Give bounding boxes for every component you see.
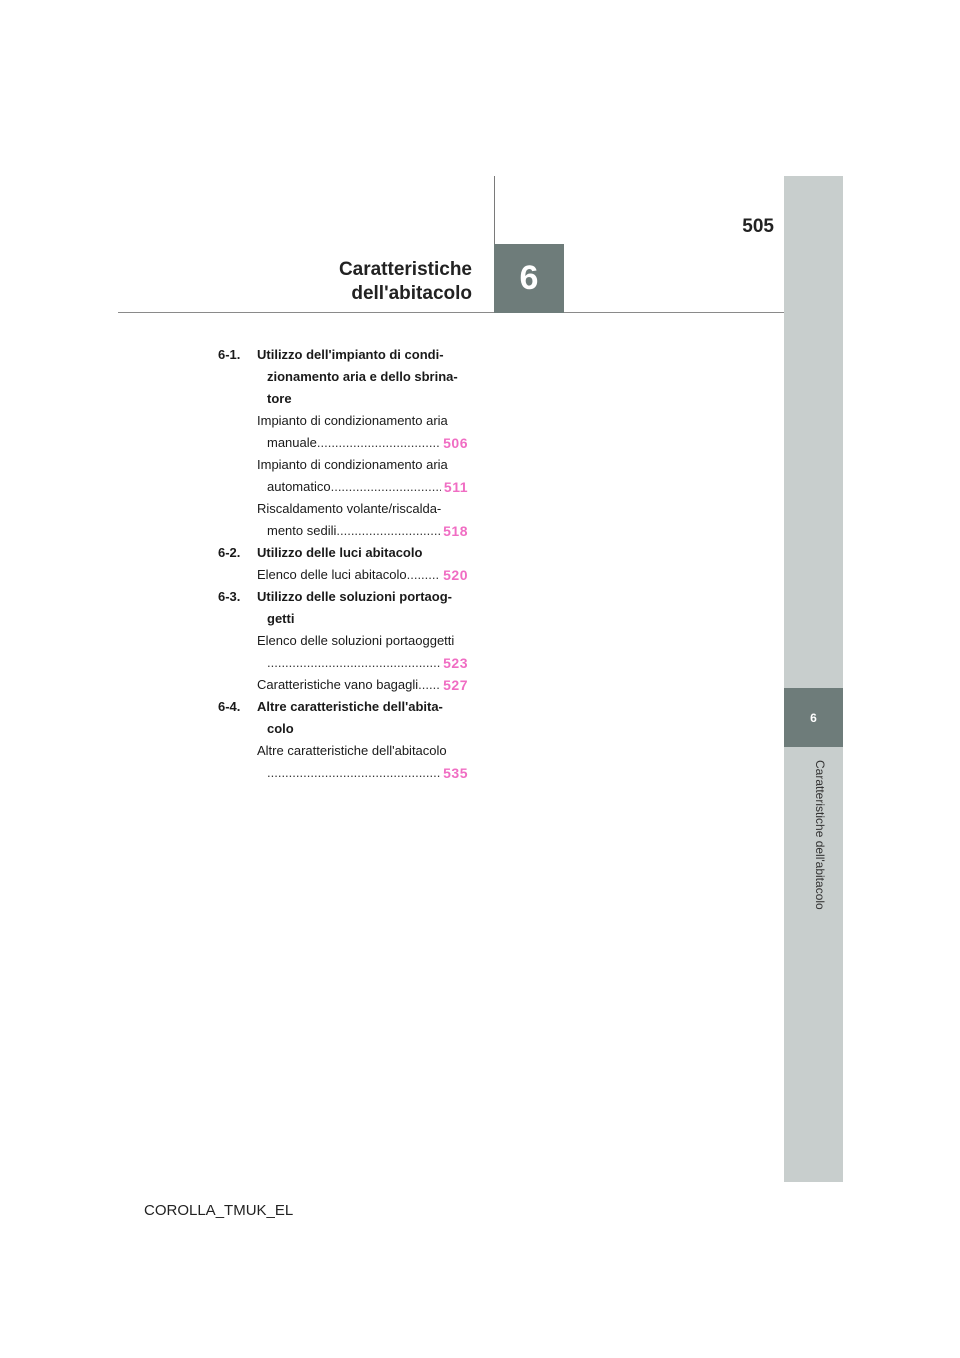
toc-section-6-3[interactable] xyxy=(218,586,468,630)
toc-section-title xyxy=(257,542,468,564)
toc-entry[interactable] xyxy=(257,740,468,784)
toc-section-title-line: colo xyxy=(267,721,294,736)
toc-entry-page[interactable]: 520 xyxy=(443,567,468,583)
toc-entry[interactable] xyxy=(257,454,468,498)
toc-entry-page[interactable]: 518 xyxy=(443,523,468,539)
toc-leader-dots xyxy=(336,520,440,542)
side-thumb-label: Caratteristiche dell'abitacolo xyxy=(813,760,827,910)
toc-entry-title-cont: mento sedili xyxy=(267,523,337,538)
toc-entry[interactable] xyxy=(257,498,468,542)
toc-leader-dots xyxy=(407,564,441,586)
footer-model-code: COROLLA_TMUK_EL xyxy=(144,1202,294,1219)
toc-leader-dots xyxy=(317,432,440,454)
toc-entry-title: Caratteristiche vano bagagli xyxy=(257,677,419,692)
chapter-number-box: 6 xyxy=(494,244,564,313)
toc-section-title-line: Utilizzo delle soluzioni portaog- xyxy=(257,589,452,604)
toc-section-title-line: tore xyxy=(267,391,292,406)
toc-section-title xyxy=(257,344,468,410)
toc-section-title-line: Altre caratteristiche dell'abita- xyxy=(257,699,443,714)
toc-entry[interactable] xyxy=(257,630,468,674)
side-thumb-strip xyxy=(784,176,843,1182)
toc-entry-title: Altre caratteristiche dell'abitacolo xyxy=(257,743,447,758)
toc-section-title xyxy=(257,586,468,630)
toc-section-title-line: Utilizzo delle luci abitacolo xyxy=(257,545,423,560)
header-horizontal-divider xyxy=(118,312,784,313)
toc-section-title-line: getti xyxy=(267,611,295,626)
toc-entry-title: Impianto di condizionamento aria xyxy=(257,413,448,428)
toc-leader-dots xyxy=(331,476,441,498)
toc-section-number: 6-2. xyxy=(218,545,241,560)
toc-entry-title: Riscaldamento volante/riscalda- xyxy=(257,501,442,516)
side-thumb-tab-active[interactable]: 6 xyxy=(784,688,843,747)
toc-leader-dots xyxy=(267,652,440,674)
toc-entry-title-cont: automatico xyxy=(267,479,331,494)
table-of-contents xyxy=(218,344,468,784)
chapter-title-line2: dell'abitacolo xyxy=(351,283,472,304)
toc-leader-dots xyxy=(267,762,440,784)
page-number: 505 xyxy=(742,216,774,237)
toc-section-number: 6-4. xyxy=(218,699,241,714)
toc-section-number: 6-1. xyxy=(218,347,241,362)
toc-entry[interactable] xyxy=(257,564,468,586)
toc-leader-dots xyxy=(418,674,440,696)
toc-entry-page[interactable]: 527 xyxy=(443,677,468,693)
toc-entry-page[interactable]: 506 xyxy=(443,435,468,451)
chapter-title-line1: Caratteristiche xyxy=(338,259,472,280)
toc-entry[interactable] xyxy=(257,410,468,454)
toc-entry[interactable] xyxy=(257,674,468,696)
toc-entry-title: Impianto di condizionamento aria xyxy=(257,457,448,472)
toc-section-title-line: Utilizzo dell'impianto di condi- xyxy=(257,347,444,362)
toc-section-number: 6-3. xyxy=(218,589,241,604)
toc-section-6-2[interactable] xyxy=(218,542,468,564)
toc-entry-title-cont: manuale xyxy=(267,435,317,450)
toc-entry-page[interactable]: 511 xyxy=(443,479,468,495)
toc-entry-title: Elenco delle soluzioni portaoggetti xyxy=(257,633,455,648)
chapter-title xyxy=(339,258,472,306)
toc-entry-title: Elenco delle luci abitacolo xyxy=(257,567,407,582)
toc-entry-page[interactable]: 523 xyxy=(443,655,468,671)
toc-section-6-4[interactable] xyxy=(218,696,468,740)
toc-entry-page[interactable]: 535 xyxy=(443,765,468,781)
toc-section-title-line: zionamento aria e dello sbrina- xyxy=(267,369,458,384)
toc-section-6-1[interactable] xyxy=(218,344,468,410)
toc-section-title xyxy=(257,696,468,740)
